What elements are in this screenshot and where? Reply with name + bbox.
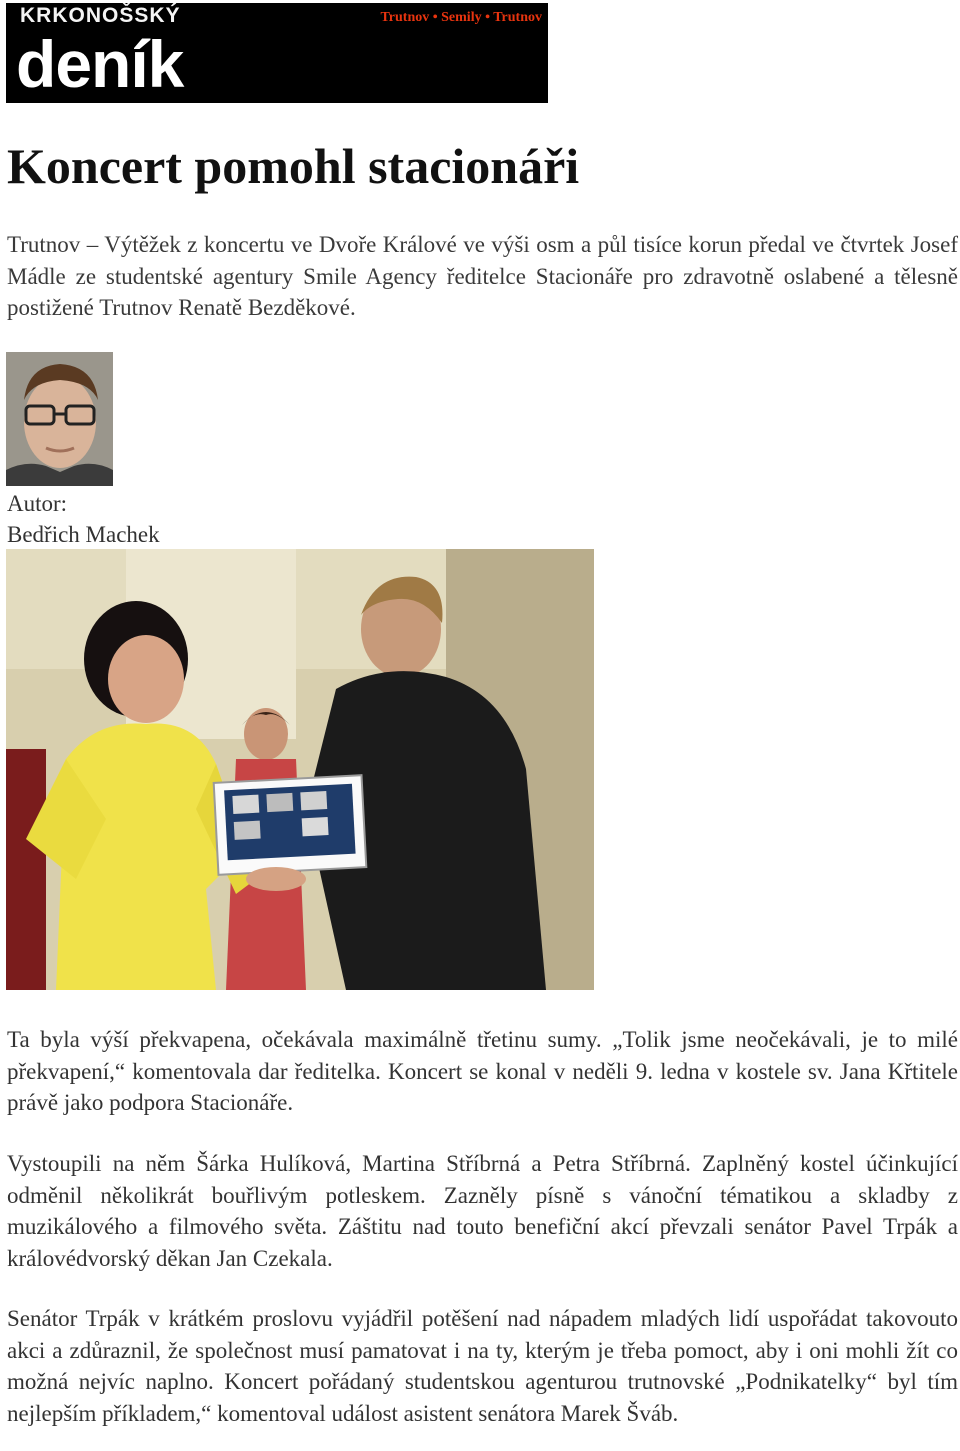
article-photo-graphic <box>6 549 594 990</box>
masthead-brand-top: KRKONOŠSKÝ <box>20 4 181 27</box>
masthead-brand-main: deník <box>16 27 184 101</box>
article-paragraph-1: Ta byla výší překvapena, očekávala maximálně třetinu sumy. „Tolik jsme neočekávali, je to milé překvapení,“ komentovala dar ředitelka. Koncert se konal v neděli 9. ledna v kostele sv. Jana Křtitele právě jako podpora Stacionáře. <box>7 1027 958 1115</box>
author-name: Bedřich Machek <box>7 522 160 547</box>
masthead-logo[interactable] <box>6 3 548 103</box>
article-headline: Koncert pomohl stacionáři <box>7 138 580 194</box>
author-portrait-graphic <box>6 352 113 486</box>
author-photo <box>6 352 113 486</box>
article-photo <box>6 549 594 990</box>
article-lead: Trutnov – Výtěžek z koncertu ve Dvoře Králové ve výši osm a půl tisíce korun předal ve čtvrtek Josef Mádle ze studentské agentury Smile Agency ředitelce Stacionáře pro zdravotně oslabené a tělesně postižené Trutnov Renatě Bezděkové. <box>7 232 958 320</box>
article-paragraph-3: Senátor Trpák v krátkém proslovu vyjádřil potěšení nad nápadem mladých lidí uspořádat takovouto akci a zdůraznil, že společnost musí pamatovat i na ty, kterým je třeba pomoct, aby i oni mohli žít co možná nejvíc naplno. Koncert pořádaný studentskou agenturou trutnovské „Podnikatelky“ byl tím nejlepším příkladem,“ komentoval událost asistent senátora Marek Šváb. <box>7 1306 958 1426</box>
masthead-region: Trutnov • Semily • Trutnov <box>380 10 542 25</box>
author-label: Autor: <box>7 491 68 516</box>
article-paragraph-2: Vystoupili na něm Šárka Hulíková, Martina Stříbrná a Petra Stříbrná. Zaplněný kostel účinkující odměnil několikrát bouřlivým potleskem. Zazněly písně s vánoční tématikou a skladby z muzikálového a filmového světa. Záštitu nad touto benefiční akcí převzali senátor Pavel Trpák a královédvorský děkan Jan Czekala. <box>7 1151 958 1271</box>
